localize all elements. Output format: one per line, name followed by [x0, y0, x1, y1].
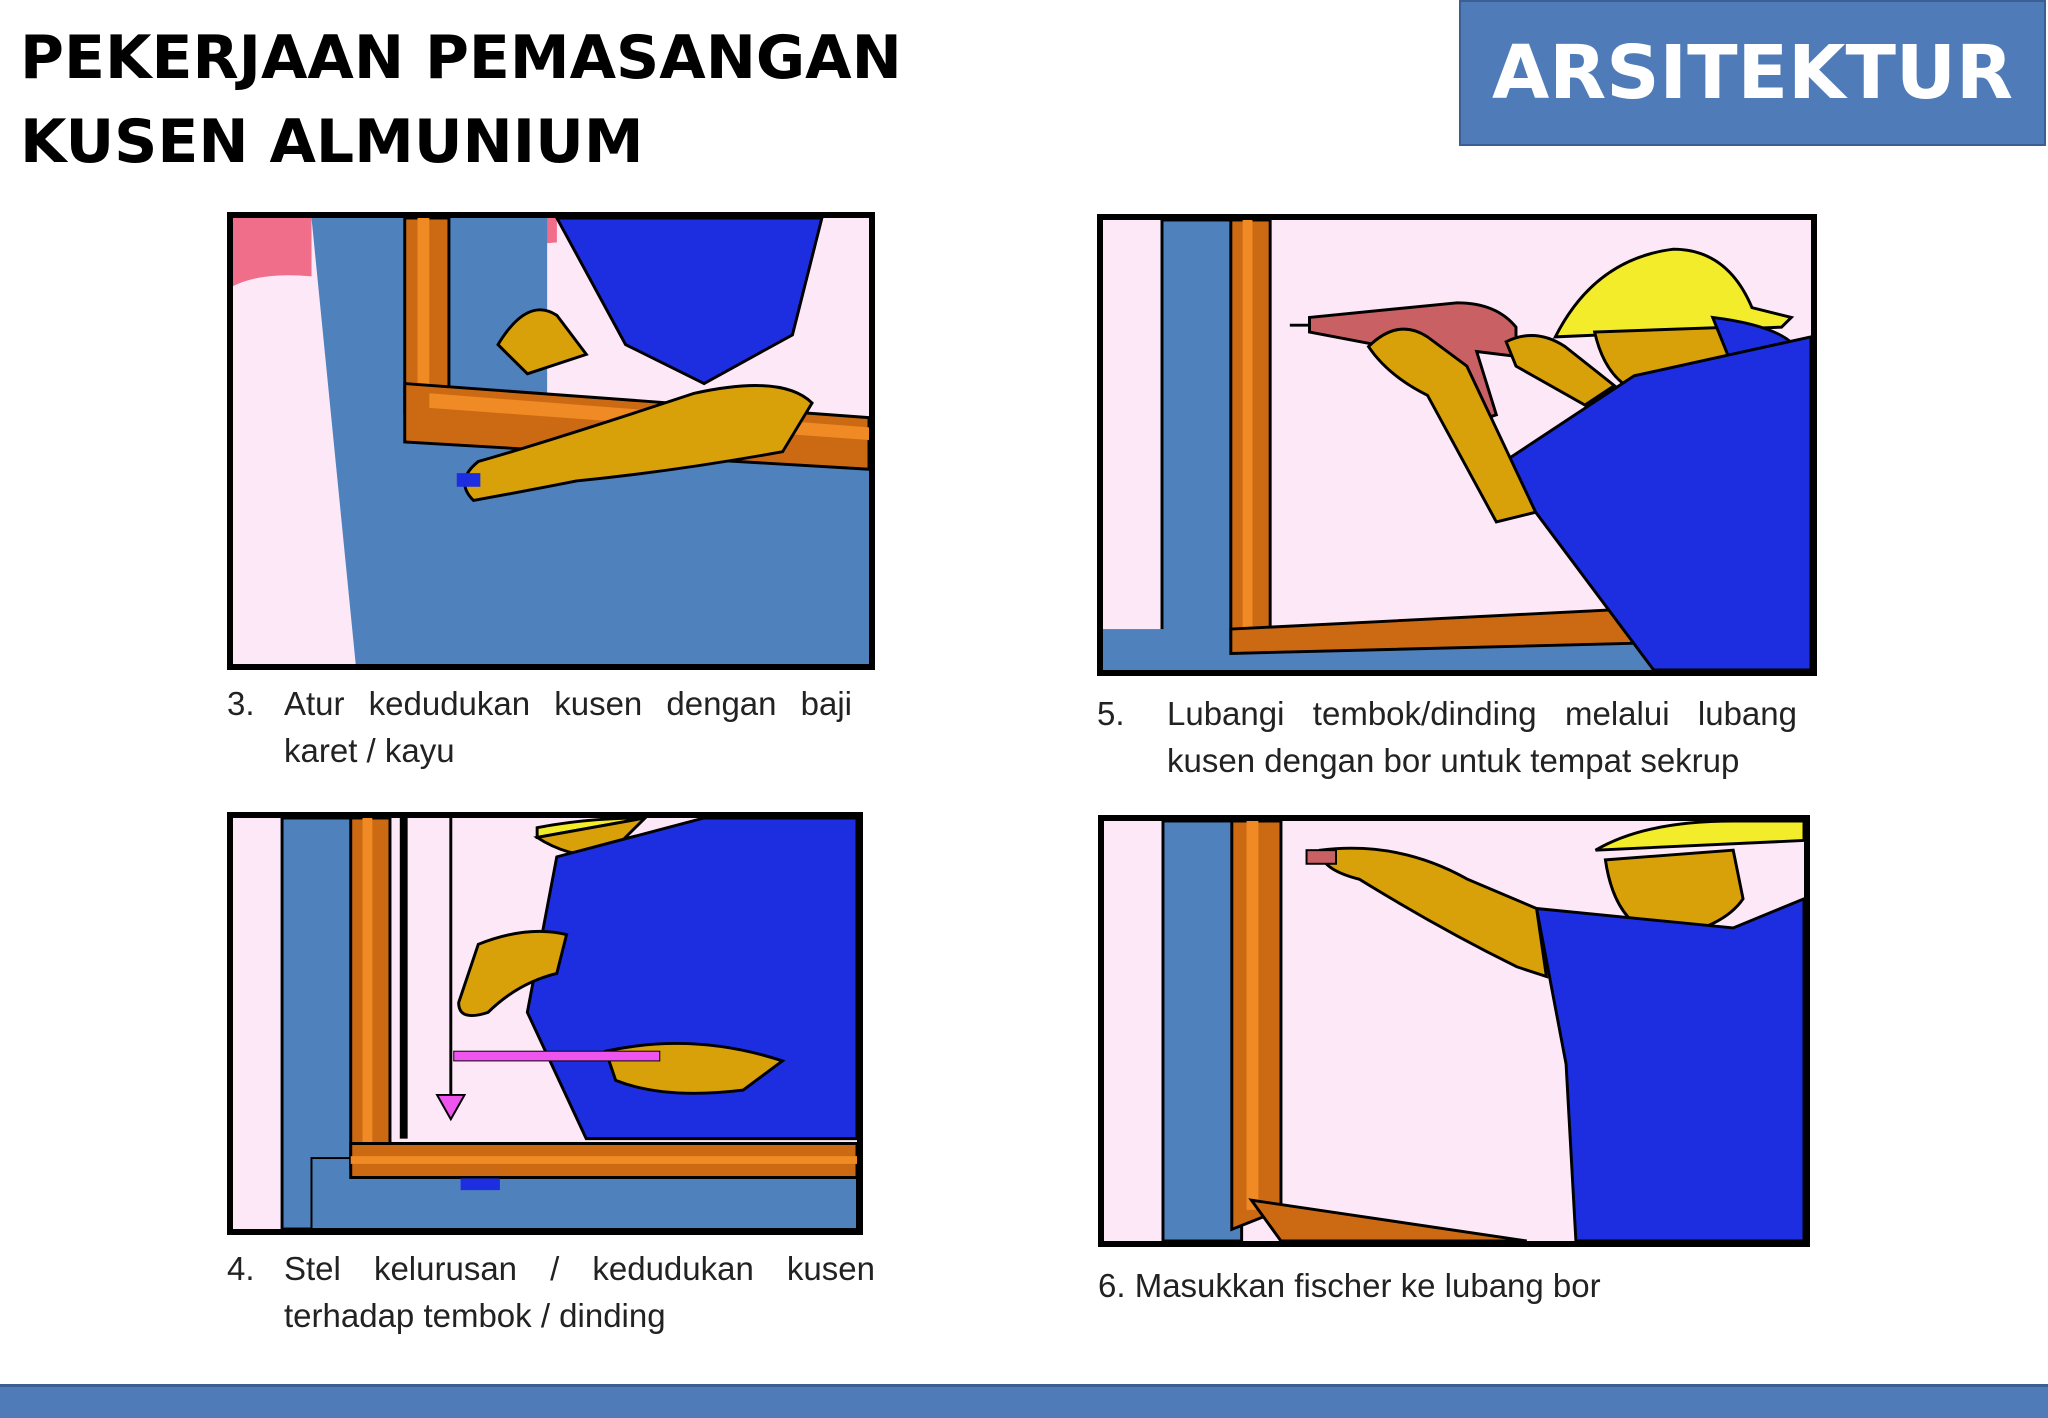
step-text: Lubangi tembok/dinding melalui lubang kusen dengan bor untuk tempat sekrup: [1167, 695, 1797, 779]
illustration-step-4: [227, 812, 863, 1235]
step-text: Atur kedudukan kusen dengan baji karet / kayu: [284, 685, 852, 769]
footer-bar: [0, 1384, 2048, 1418]
step-number: 5.: [1097, 695, 1125, 732]
step-text: Stel kelurusan / kedudukan kusen terhadap tembok / dinding: [284, 1250, 875, 1334]
page-title: PEKERJAAN PEMASANGAN KUSEN ALMUNIUM: [20, 23, 902, 177]
step-number: 6.: [1098, 1267, 1126, 1304]
section-badge: ARSITEKTUR: [1459, 0, 2046, 146]
illustration-step-3: [227, 212, 875, 670]
caption-step-3: [227, 680, 852, 774]
step-number: 3.: [227, 685, 255, 722]
caption-step-4: [227, 1245, 875, 1339]
caption-step-6: [1098, 1262, 1798, 1309]
caption-step-5: [1097, 690, 1797, 784]
step-number: 4.: [227, 1250, 255, 1287]
step-text: Masukkan fischer ke lubang bor: [1134, 1267, 1601, 1304]
illustration-step-6: [1098, 815, 1810, 1247]
illustration-step-5: [1097, 214, 1817, 676]
